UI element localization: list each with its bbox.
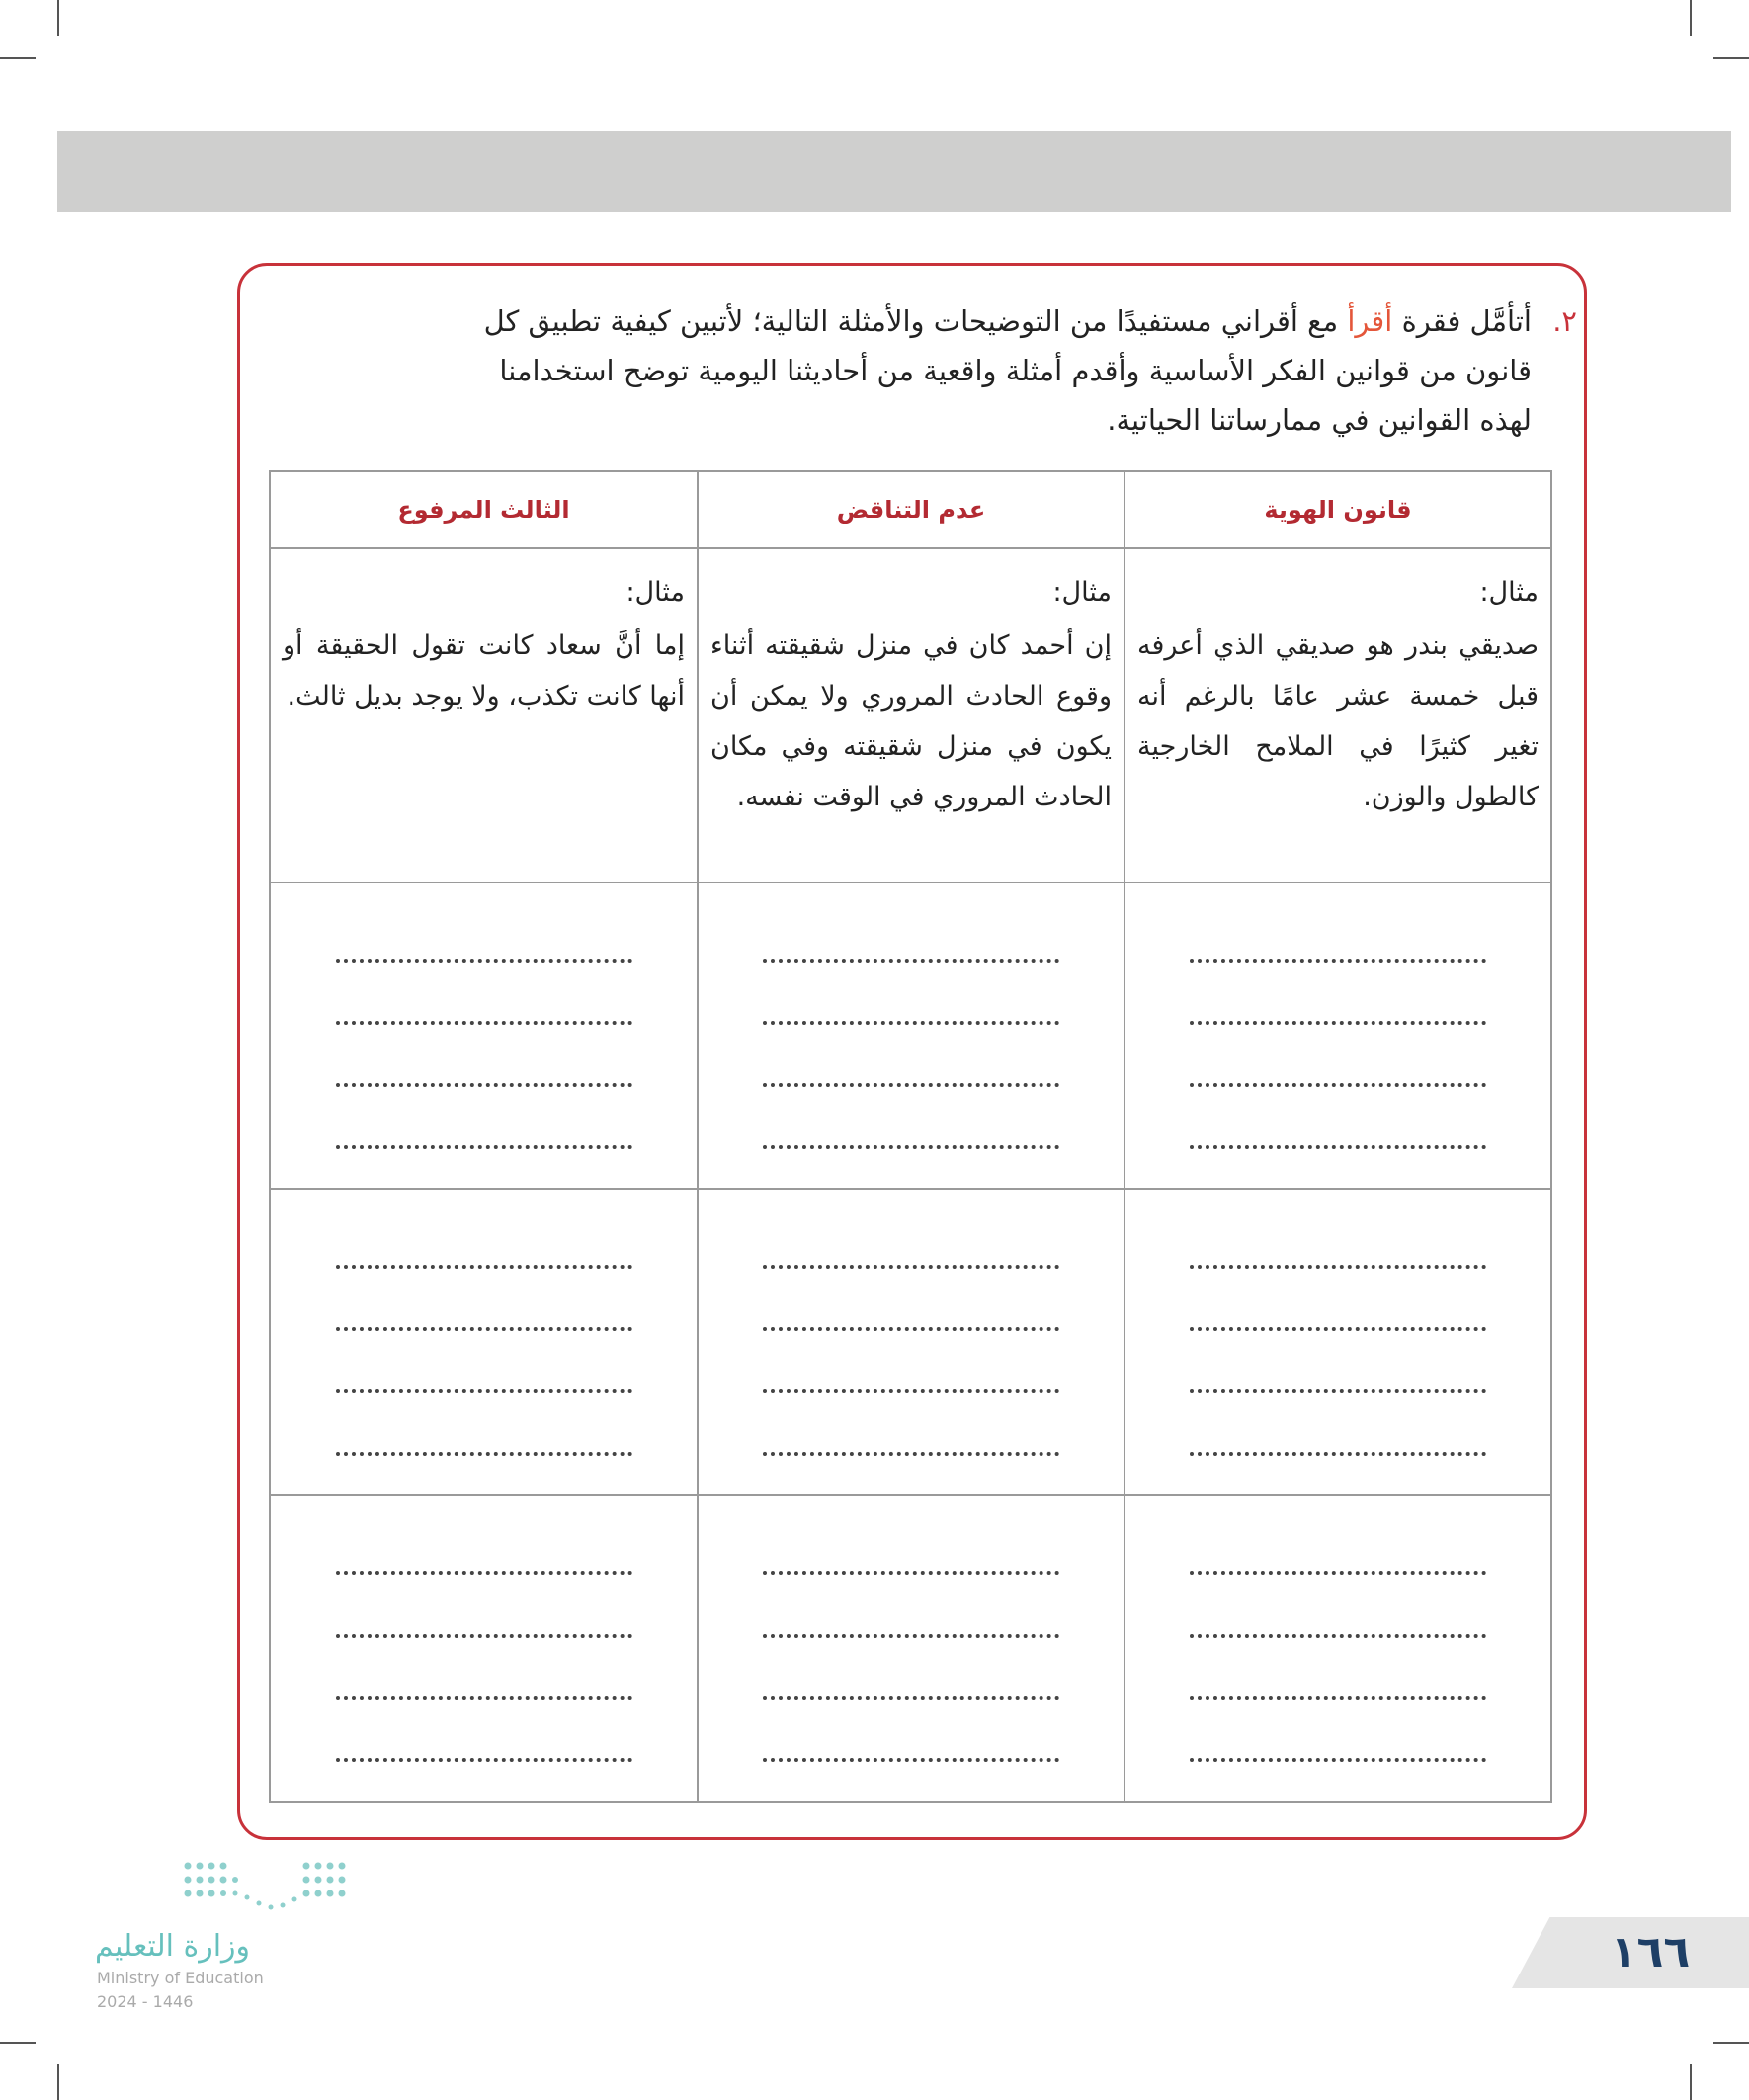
question-number: ٢.: [1552, 304, 1577, 338]
answer-line[interactable]: [763, 1025, 1059, 1087]
crop-mark: [57, 0, 59, 36]
example-label: مثال:: [1052, 577, 1112, 608]
crop-mark: [1713, 2042, 1749, 2044]
header-non-contradiction: عدم التناقض: [698, 471, 1124, 548]
crop-mark: [1713, 57, 1749, 59]
laws-table: [269, 470, 1552, 1803]
answer-cell[interactable]: [698, 1189, 1124, 1495]
answer-line[interactable]: [763, 923, 1059, 963]
example-text: صديقي بندر هو صديقي الذي أعرفه قبل خمسة عشر عامًا بالرغم أنه تغير كثيرًا في الملامح الخارجية كالطول والوزن.: [1137, 630, 1539, 812]
answer-line[interactable]: [336, 1269, 632, 1331]
crop-mark: [0, 57, 36, 59]
example-cell-non-contradiction: [698, 548, 1124, 882]
answer-line[interactable]: [336, 963, 632, 1025]
answer-row: [270, 1189, 1551, 1495]
activity-instructions: [253, 296, 1577, 460]
answer-cell[interactable]: [698, 1495, 1124, 1802]
answer-line[interactable]: [763, 1229, 1059, 1269]
instruction-line-3: لهذه القوانين في ممارساتنا الحياتية.: [1107, 403, 1532, 437]
answer-line[interactable]: [763, 1393, 1059, 1456]
answer-line[interactable]: [763, 1087, 1059, 1149]
crop-mark: [0, 2042, 36, 2044]
answer-line[interactable]: [336, 1638, 632, 1700]
answer-line[interactable]: [1190, 1331, 1486, 1393]
header-band: [57, 131, 1731, 212]
answer-line[interactable]: [763, 1331, 1059, 1393]
example-text: إما أنَّ سعاد كانت تقول الحقيقة أو أنها كانت تكذب، ولا يوجد بديل ثالث.: [283, 630, 685, 712]
answer-line[interactable]: [336, 1025, 632, 1087]
answer-line[interactable]: [763, 1638, 1059, 1700]
answer-cell[interactable]: [698, 882, 1124, 1189]
ministry-logo-icon: [180, 1856, 358, 1921]
edition-year: 2024 - 1446: [97, 1992, 194, 2011]
answer-line[interactable]: [763, 963, 1059, 1025]
answer-line[interactable]: [763, 1700, 1059, 1762]
answer-line[interactable]: [763, 1536, 1059, 1575]
example-cell-excluded-middle: [270, 548, 698, 882]
answer-line[interactable]: [1190, 1536, 1486, 1575]
answer-cell[interactable]: [270, 882, 698, 1189]
instruction-line-1: ٢. أتأمَّل فقرة أقرأ مع أقراني مستفيدًا من التوضيحات والأمثلة التالية؛ لأتبين كيفية تطبيق كل: [483, 304, 1577, 338]
answer-line[interactable]: [763, 1575, 1059, 1638]
answer-line[interactable]: [336, 1700, 632, 1762]
answer-line[interactable]: [1190, 1229, 1486, 1269]
page-number: ١٦٦: [1610, 1927, 1691, 1977]
table-header-row: [270, 471, 1551, 548]
answer-line[interactable]: [336, 1575, 632, 1638]
answer-cell[interactable]: [270, 1189, 698, 1495]
answer-line[interactable]: [1190, 1638, 1486, 1700]
example-text: إن أحمد كان في منزل شقيقته أثناء وقوع الحادث المروري ولا يمكن أن يكون في منزل شقيقته وفي مكان الحادث المروري في الوقت نفسه.: [710, 630, 1112, 812]
answer-cell[interactable]: [1124, 1495, 1551, 1802]
answer-line[interactable]: [763, 1269, 1059, 1331]
answer-line[interactable]: [1190, 963, 1486, 1025]
header-identity: قانون الهوية: [1124, 471, 1551, 548]
answer-line[interactable]: [336, 923, 632, 963]
answer-line[interactable]: [1190, 1025, 1486, 1087]
ministry-name-ar: وزارة التعليم: [95, 1929, 251, 1964]
crop-mark: [1690, 0, 1692, 36]
answer-line[interactable]: [336, 1087, 632, 1149]
highlight-word: أقرأ: [1347, 304, 1393, 338]
answer-line[interactable]: [336, 1229, 632, 1269]
crop-mark: [57, 2064, 59, 2100]
example-label: مثال:: [625, 577, 685, 608]
answer-row: [270, 1495, 1551, 1802]
answer-cell[interactable]: [1124, 1189, 1551, 1495]
answer-line[interactable]: [1190, 1393, 1486, 1456]
answer-cell[interactable]: [270, 1495, 698, 1802]
answer-line[interactable]: [1190, 1575, 1486, 1638]
crop-mark: [1690, 2064, 1692, 2100]
answer-cell[interactable]: [1124, 882, 1551, 1189]
answer-line[interactable]: [1190, 1087, 1486, 1149]
answer-line[interactable]: [336, 1393, 632, 1456]
instruction-line-2: قانون من قوانين الفكر الأساسية وأقدم أمثلة واقعية من أحاديثنا اليومية توضح استخدامنا: [499, 354, 1532, 387]
header-excluded-middle: الثالث المرفوع: [270, 471, 698, 548]
example-label: مثال:: [1479, 577, 1539, 608]
answer-row: [270, 882, 1551, 1189]
answer-line[interactable]: [336, 1331, 632, 1393]
ministry-name-en: Ministry of Education: [97, 1969, 264, 1987]
answer-line[interactable]: [1190, 1700, 1486, 1762]
answer-line[interactable]: [1190, 1269, 1486, 1331]
example-cell-identity: [1124, 548, 1551, 882]
answer-line[interactable]: [1190, 923, 1486, 963]
example-row: [270, 548, 1551, 882]
answer-line[interactable]: [336, 1536, 632, 1575]
